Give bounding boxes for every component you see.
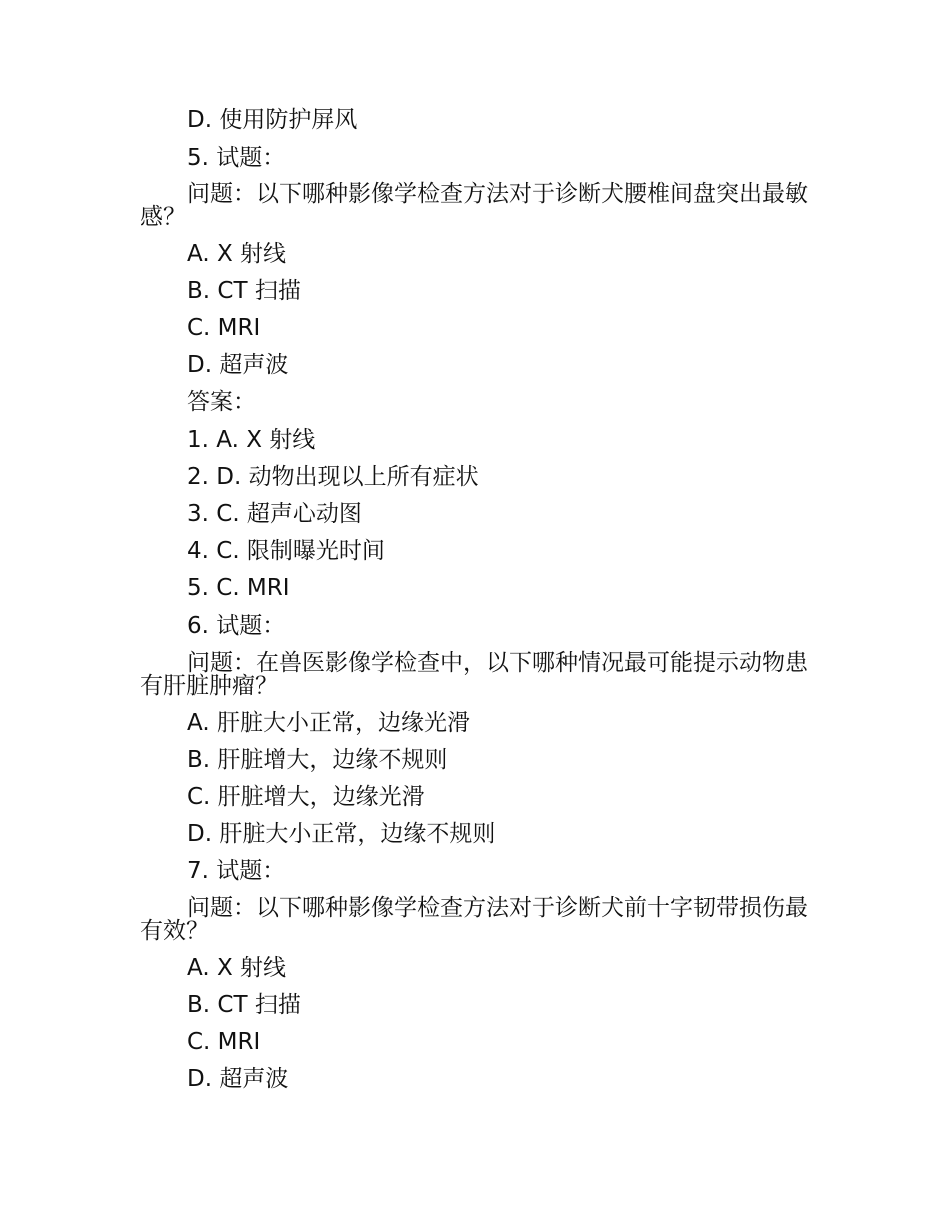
question-7-header: 7. 试题： — [187, 858, 286, 884]
option-c-q5: C. MRI — [187, 315, 261, 341]
option-b-q5: B. CT 扫描 — [187, 278, 301, 304]
question-6-header: 6. 试题： — [187, 613, 286, 639]
option-b-q6: B. 肝脏增大，边缘不规则 — [187, 747, 448, 773]
question-5-header: 5. 试题： — [187, 145, 286, 171]
option-d-q7: D. 超声波 — [187, 1066, 289, 1092]
option-a-q6: A. 肝脏大小正常，边缘光滑 — [187, 710, 470, 736]
question-7-text: 问题：以下哪种影像学检查方法对于诊断犬前十字韧带损伤最有效？ — [140, 895, 808, 944]
option-c-q6: C. 肝脏增大，边缘光滑 — [187, 784, 425, 810]
answer-5: 5. C. MRI — [187, 575, 290, 601]
question-5-text: 问题：以下哪种影像学检查方法对于诊断犬腰椎间盘突出最敏感？ — [140, 181, 808, 230]
option-b-q7: B. CT 扫描 — [187, 992, 301, 1018]
option-d-q6: D. 肝脏大小正常，边缘不规则 — [187, 821, 496, 847]
option-a-q5: A. X 射线 — [187, 241, 287, 267]
answer-2: 2. D. 动物出现以上所有症状 — [187, 464, 479, 490]
answer-3: 3. C. 超声心动图 — [187, 501, 362, 527]
option-d-q5: D. 超声波 — [187, 352, 289, 378]
option-c-q7: C. MRI — [187, 1029, 261, 1055]
answers-header: 答案： — [187, 389, 256, 415]
answer-4: 4. C. 限制曝光时间 — [187, 538, 385, 564]
answer-1: 1. A. X 射线 — [187, 427, 316, 453]
option-a-q7: A. X 射线 — [187, 955, 287, 981]
question-6-text: 问题：在兽医影像学检查中，以下哪种情况最可能提示动物患有肝脏肿瘤？ — [140, 650, 808, 699]
option-d-q4: D. 使用防护屏风 — [187, 107, 358, 133]
